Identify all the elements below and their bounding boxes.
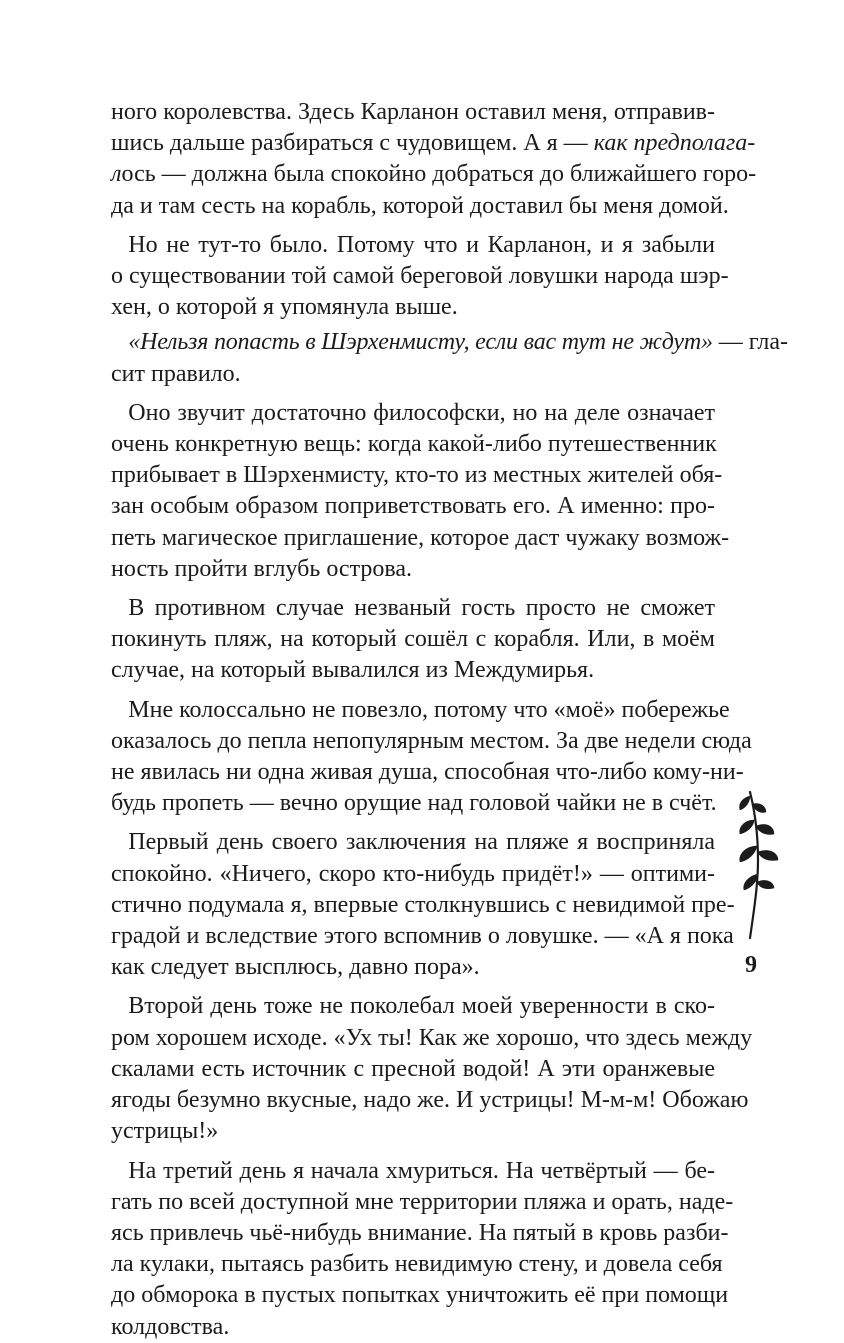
text-span: ось — должна была спокойно добраться до ближайшего горо- (121, 161, 757, 188)
text-span: — гла- (712, 329, 789, 356)
text-line: зан особым образом поприветствовать его. А именно: про- (111, 493, 715, 520)
text-line: очень конкретную вещь: когда какой-либо путешественник (111, 431, 717, 458)
text-line: прибывает в Шэрхенмисту, кто-то из местных жителей обя- (111, 462, 723, 489)
text-line: устрицы!» (111, 1118, 219, 1145)
text-line: оказалось до пепла непопулярным местом. За две недели сюда (111, 727, 752, 754)
italic-span: как предполага- (593, 130, 756, 157)
text-line: колдовства. (111, 1313, 230, 1340)
text-line: ла кулаки, пытаясь разбить невидимую стену, и довела себя (111, 1251, 723, 1278)
text-line: Второй день тоже не поколебал моей уверенности в ско- (128, 993, 715, 1020)
italic-quote: «Нельзя попасть в Шэрхенмисту, если вас тут не ждут» (128, 329, 713, 356)
text-line: будь пропеть — вечно орущие над головой чайки не в счёт. (111, 790, 717, 817)
book-page-text (111, 97, 789, 1343)
paragraph-1 (111, 97, 757, 222)
text-line: сит правило. (111, 360, 241, 387)
text-line (111, 128, 756, 159)
text-line: ром хорошем исходе. «Ух ты! Как же хорошо, что здесь между (111, 1024, 753, 1051)
paragraph-7 (111, 827, 735, 983)
text-line: покинуть пляж, на который сошёл с корабля. Или, в моём (111, 626, 715, 653)
text-line: Оно звучит достаточно философски, но на деле означает (128, 399, 715, 426)
paragraph-4 (111, 398, 730, 585)
text-line: градой и вследствие этого вспомнив о ловушке. — «А я пока (111, 923, 734, 950)
paragraph-5 (111, 593, 715, 687)
text-line: петь магическое приглашение, которое даст чужаку возмож- (111, 524, 730, 551)
text-line: В противном случае незваный гость просто не сможет (128, 595, 715, 622)
paragraph-8 (111, 991, 753, 1147)
text-line: о существовании той самой береговой ловушки народа шэр- (111, 263, 729, 290)
text-line (111, 327, 789, 358)
text-line: ного королевства. Здесь Карланон оставил меня, отправив- (111, 99, 715, 125)
text-line: спокойно. «Ничего, скоро кто-нибудь придёт!» — оптими- (111, 860, 715, 887)
paragraph-3 (111, 327, 789, 389)
text-line (111, 159, 757, 190)
text-line: Мне колоссально не повезло, потому что «моё» побережье (128, 696, 730, 723)
text-line: ясь привлечь чьё-нибудь внимание. На пятый в кровь разби- (111, 1219, 729, 1246)
text-line: до обморока в пустых попытках уничтожить её при помощи (111, 1282, 729, 1309)
text-line: Первый день своего заключения на пляже я восприняла (128, 829, 715, 856)
paragraph-9 (111, 1156, 734, 1343)
text-line: стично подумала я, впервые столкнувшись с невидимой пре- (111, 891, 735, 918)
text-line: ность пройти вглубь острова. (111, 555, 413, 582)
paragraph-6 (111, 695, 752, 820)
text-line: скалами есть источник с пресной водой! А эти оранжевые (111, 1055, 715, 1082)
text-line: ягоды безумно вкусные, надо же. И устрицы! М-м-м! Обожаю (111, 1087, 749, 1114)
text-line: случае, на который вывалился из Междумирья. (111, 657, 595, 684)
leaf-sprig-icon (728, 790, 784, 940)
text-line: хен, о которой я упомянула выше. (111, 294, 458, 321)
text-line: гать по всей доступной мне территории пляжа и орать, наде- (111, 1188, 734, 1215)
text-line: да и там сесть на корабль, которой доставил бы меня домой. (111, 192, 729, 219)
text-line: не явилась ни одна живая душа, способная что-либо кому-ни- (111, 759, 744, 786)
text-line: Но не тут-то было. Потому что и Карланон, и я забыли (128, 231, 715, 258)
italic-span: л (111, 161, 122, 188)
text-span: шись дальше разбираться с чудовищем. А я — (111, 130, 594, 157)
paragraph-2 (111, 230, 729, 324)
text-line: как следует высплюсь, давно пора». (111, 954, 480, 981)
page-number: 9 (745, 952, 757, 978)
text-line: На третий день я начала хмуриться. На четвёртый — бе- (128, 1157, 715, 1184)
